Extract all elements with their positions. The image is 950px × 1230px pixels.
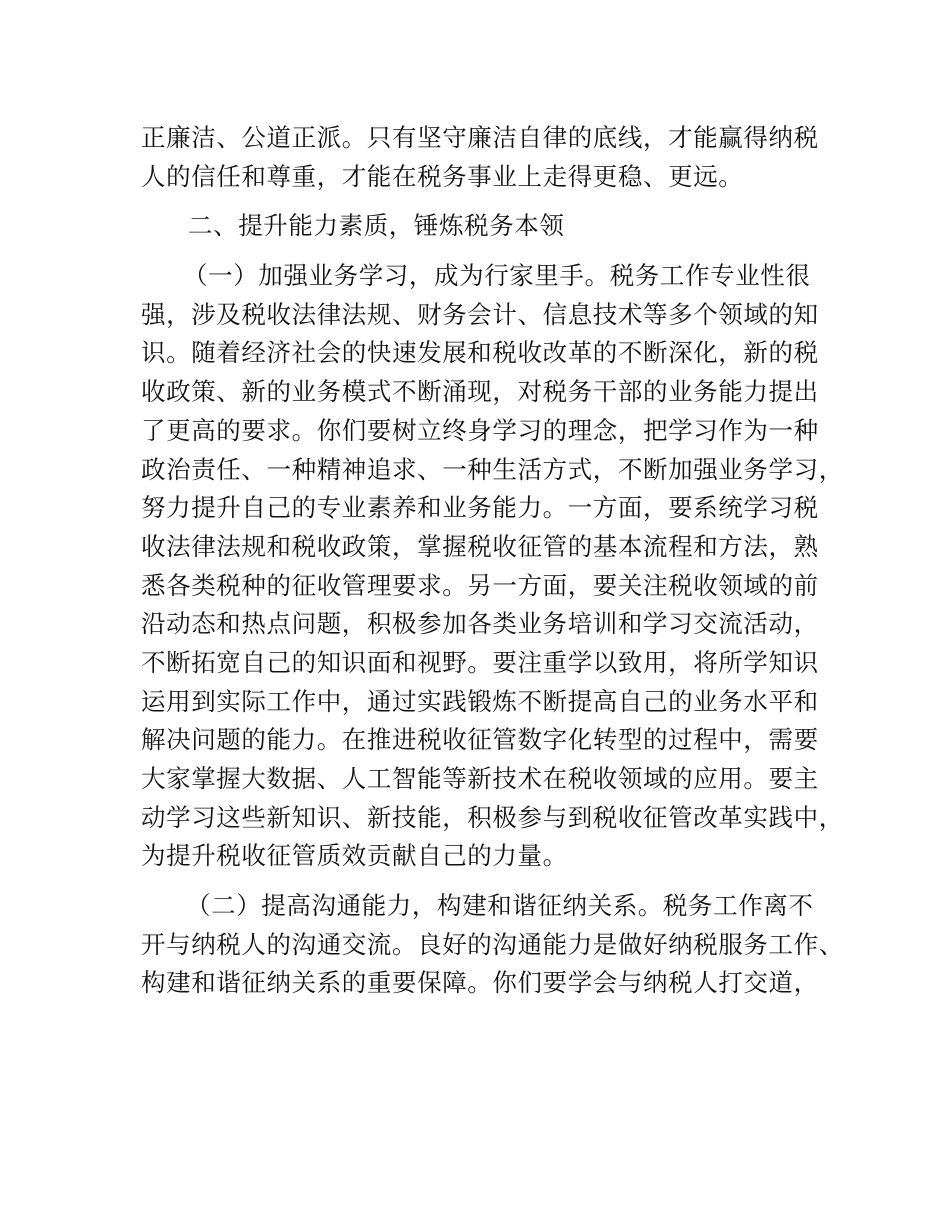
text-line: 收法律法规和税收政策，掌握税收征管的基本流程和方法，熟 — [141, 531, 819, 561]
document-body — [141, 119, 844, 1003]
text-line: 动学习这些新知识、新技能，积极参与到税收征管改革实践中， — [141, 802, 844, 832]
text-line: 正廉洁、公道正派。只有坚守廉洁自律的底线，才能赢得纳税 — [141, 123, 819, 152]
text-line: 收政策、新的业务模式不断涌现，对税务干部的业务能力提出 — [141, 377, 819, 407]
text-line: 识。随着经济社会的快速发展和税收改革的不断深化，新的税 — [141, 338, 819, 368]
text-line: 努力提升自己的专业素养和业务能力。一方面，要系统学习税 — [141, 493, 819, 523]
text-line: 不断拓宽自己的知识面和视野。要注重学以致用，将所学知识 — [141, 647, 819, 677]
text-line: 开与纳税人的沟通交流。良好的沟通能力是做好纳税服务工作、 — [141, 929, 844, 959]
paragraph-2 — [141, 257, 844, 876]
text-line: 为提升税收征管质效贡献自己的力量。 — [141, 841, 568, 871]
text-line: 大家掌握大数据、人工智能等新技术在税收领域的应用。要主 — [141, 764, 819, 793]
paragraph-3 — [141, 887, 844, 1003]
text-line: 人的信任和尊重，才能在税务事业上走得更稳、更远。 — [141, 161, 744, 191]
text-line: 构建和谐征纳关系的重要保障。你们要学会与纳税人打交道， — [141, 968, 819, 998]
text-line: 沿动态和热点问题，积极参加各类业务培训和学习交流活动， — [141, 609, 819, 639]
text-line: 政治责任、一种精神追求、一种生活方式，不断加强业务学习， — [141, 454, 844, 484]
text-line: （一）加强业务学习，成为行家里手。税务工作专业性很 — [183, 261, 811, 291]
paragraph-1 — [141, 119, 831, 196]
text-line: 了更高的要求。你们要树立终身学习的理念，把学习作为一种 — [141, 415, 819, 445]
text-line: （二）提高沟通能力，构建和谐征纳关系。税务工作离不 — [186, 891, 814, 921]
text-line: 强，涉及税收法律法规、财务会计、信息技术等多个领域的知 — [141, 299, 819, 329]
text-line: 解决问题的能力。在推进税收征管数字化转型的过程中，需要 — [141, 725, 819, 755]
section-heading: 二、提升能力素质，锤炼税务本领 — [188, 211, 565, 241]
text-line: 悉各类税种的征收管理要求。另一方面，要关注税收领域的前 — [141, 570, 819, 600]
text-line: 运用到实际工作中，通过实践锻炼不断提高自己的业务水平和 — [141, 686, 819, 716]
